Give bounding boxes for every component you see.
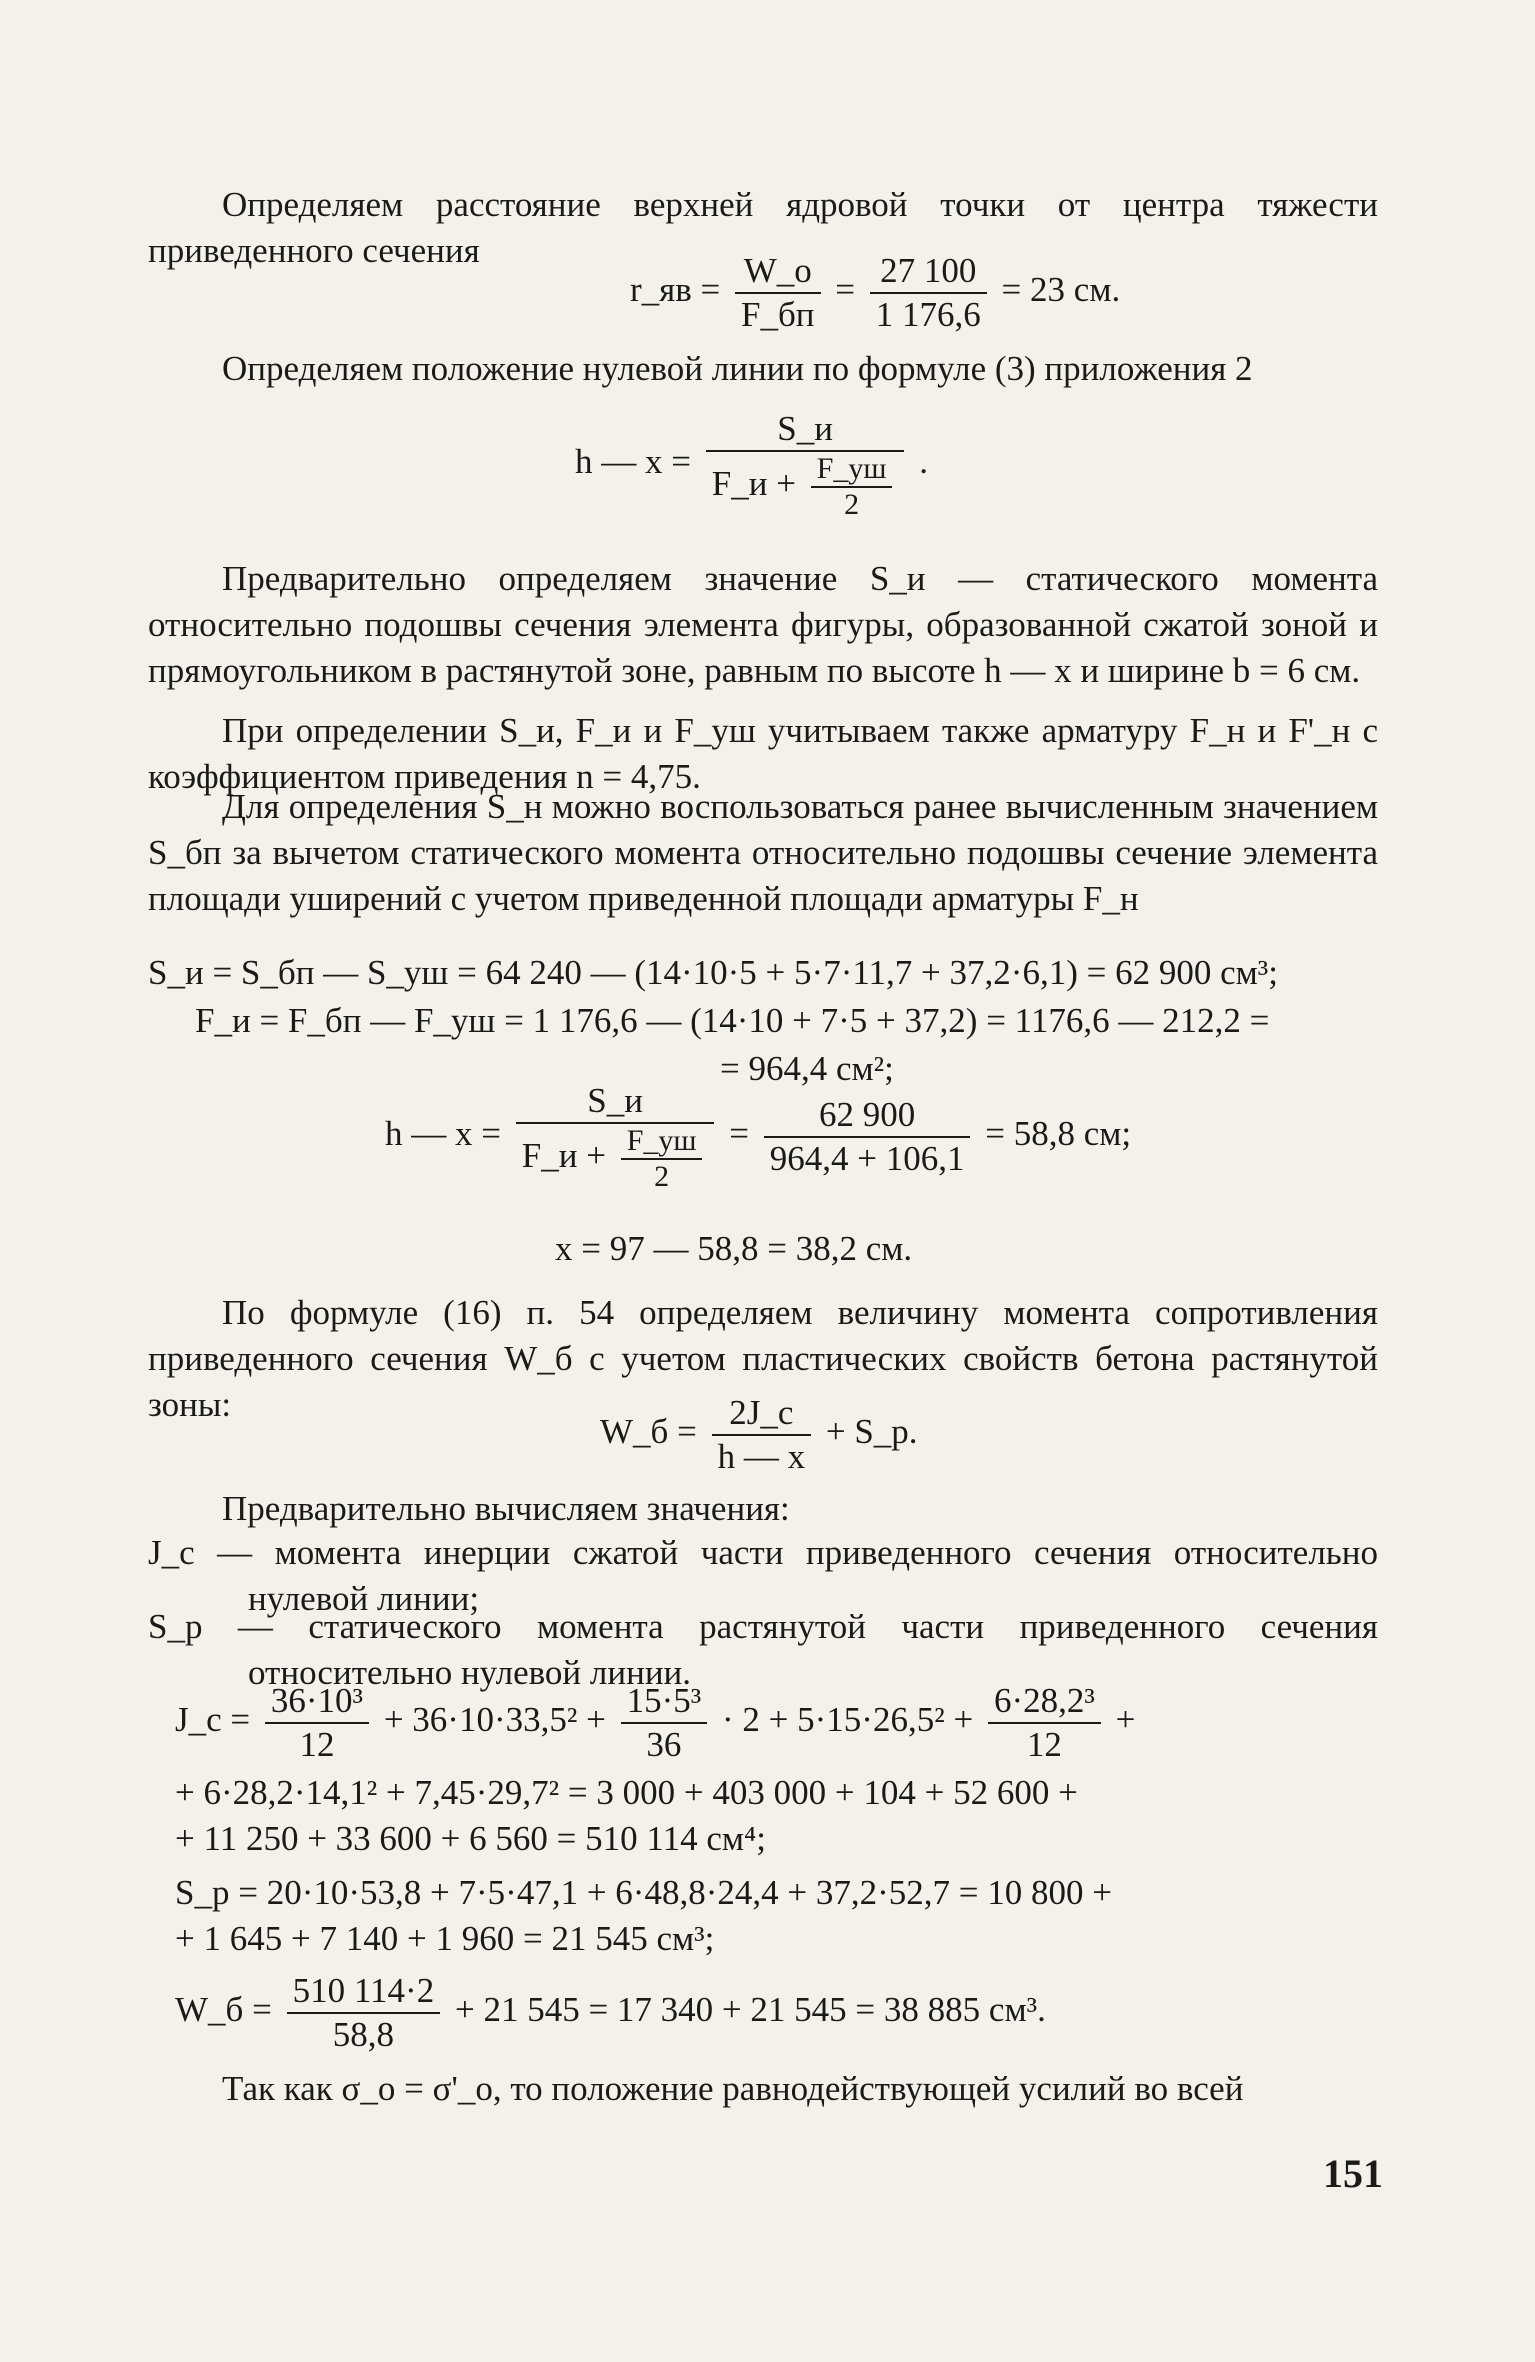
equation-j-c-line2: + 6·28,2·14,1² + 7,45·29,7² = 3 000 + 403 000 + 104 + 52 600 + xyxy=(175,1773,1078,1812)
eq-lhs: h — x = xyxy=(575,442,691,482)
fraction-values xyxy=(870,250,987,336)
fraction-nested xyxy=(621,1124,703,1194)
eq-rhs: + xyxy=(1115,1700,1136,1740)
paragraph-since xyxy=(148,2066,1378,2112)
fraction-denominator: 1 176,6 xyxy=(875,295,981,334)
paragraph-text: Определяем расстояние верхней ядровой точки от центра тяжести приведенного сечения xyxy=(148,185,1378,270)
fraction-numerator: F_уш xyxy=(621,1124,703,1160)
eq-mid: = xyxy=(729,1114,749,1154)
denominator-term: F_и + xyxy=(711,464,796,504)
fraction-denominator: 2 xyxy=(654,1160,670,1193)
page-number: 151 xyxy=(1323,2151,1383,2196)
equation-w-b xyxy=(600,1392,918,1478)
paragraph-text: Определяем положение нулевой линии по формуле (3) приложения 2 xyxy=(222,349,1253,388)
paragraph-text: Так как σ_о = σ'_о, то положение равнодействующей усилий во всей xyxy=(222,2069,1244,2108)
paragraph-neutral-line xyxy=(148,346,1378,392)
paragraph-text: Для определения S_н можно воспользоваться ранее вычисленным значением S_бп за вычетом статического момента относительно подошвы сечение элемента площади уширений с учетом приведенной площади арматуры F_н xyxy=(148,787,1378,918)
eq-mid: + 36·10·33,5² + xyxy=(383,1700,606,1740)
fraction-denominator: 2 xyxy=(844,488,860,521)
eq-lhs: W_б = xyxy=(600,1412,697,1452)
paragraph-preliminary xyxy=(148,1486,1378,1532)
equation-s-i: S_и = S_бп — S_уш = 64 240 — (14·10·5 + 5·7·11,7 + 37,2·6,1) = 62 900 см³; xyxy=(148,953,1278,992)
eq-rhs: = 58,8 см; xyxy=(985,1114,1132,1154)
equation-s-p-line2: + 1 645 + 7 140 + 1 960 = 21 545 см³; xyxy=(175,1919,715,1958)
fraction-main xyxy=(516,1080,715,1194)
fraction-numerator: S_и xyxy=(516,1080,715,1124)
equation-j-c xyxy=(175,1680,1135,1766)
fraction-denominator: h — x xyxy=(717,1437,806,1476)
fraction-numerator: 15·5³ xyxy=(621,1680,708,1724)
eq-tail: . xyxy=(919,442,928,482)
fraction-w-over-f xyxy=(735,250,821,336)
equation-f-i: F_и = F_бп — F_уш = 1 176,6 — (14·10 + 7·5 + 37,2) = 1176,6 — 212,2 = xyxy=(195,1001,1270,1040)
eq-lhs: W_б = xyxy=(175,1990,272,2030)
fraction-denominator xyxy=(706,452,905,522)
fraction-numerator: 6·28,2³ xyxy=(988,1680,1101,1724)
fraction-denominator: 12 xyxy=(1026,1725,1062,1764)
paragraph-text: J_с — момента инерции сжатой части приведенного сечения относительно нулевой линии; xyxy=(148,1533,1378,1618)
fraction-numerator: 36·10³ xyxy=(265,1680,369,1724)
eq-rhs: = 23 см. xyxy=(1001,270,1121,310)
fraction-numerator: 2J_с xyxy=(712,1392,812,1436)
paragraph-text: По формуле (16) п. 54 определяем величину момента сопротивления приведенного сечения W_б с учетом пластических свойств бетона растянутой зоны: xyxy=(148,1293,1378,1424)
eq-mid: = xyxy=(835,270,856,310)
equation-f-i-result: = 964,4 см²; xyxy=(720,1049,894,1088)
eq-lhs: J_с = xyxy=(175,1700,251,1740)
fraction-main xyxy=(706,408,905,522)
fraction-numerator: S_и xyxy=(706,408,905,452)
fraction-values xyxy=(764,1094,971,1180)
denominator-term: F_и + xyxy=(521,1136,606,1176)
paragraph-text: S_р — статического момента растянутой части приведенного сечения относительно нулевой линии. xyxy=(148,1607,1378,1692)
fraction-term xyxy=(287,1970,441,2056)
fraction-numerator: W_о xyxy=(735,250,821,294)
fraction-term xyxy=(621,1680,708,1766)
equation-r-yav xyxy=(630,250,1120,336)
fraction-main xyxy=(712,1392,812,1478)
fraction-numerator: 27 100 xyxy=(870,250,987,294)
eq-mid: · 2 + 5·15·26,5² + xyxy=(722,1700,974,1740)
fraction-nested xyxy=(811,452,893,522)
eq-rhs: + 21 545 = 17 340 + 21 545 = 38 885 см³. xyxy=(454,1990,1046,2030)
fraction-denominator: 964,4 + 106,1 xyxy=(769,1139,965,1178)
equation-j-c-line3: + 11 250 + 33 600 + 6 560 = 510 114 см⁴; xyxy=(175,1819,766,1858)
equation-x: x = 97 — 58,8 = 38,2 см. xyxy=(555,1229,913,1268)
paragraph-static-moment xyxy=(148,556,1378,694)
paragraph-text: Предварительно вычисляем значения: xyxy=(222,1489,790,1528)
fraction-term xyxy=(265,1680,369,1766)
fraction-numerator: 510 114·2 xyxy=(287,1970,441,2014)
eq-rhs: + S_р. xyxy=(825,1412,918,1452)
paragraph-text: При определении S_и, F_и и F_уш учитываем также арматуру F_н и F'_н с коэффициентом приведения n = 4,75. xyxy=(148,711,1378,796)
equation-h-minus-x-value xyxy=(385,1080,1131,1194)
fraction-denominator: 58,8 xyxy=(332,2015,395,2054)
eq-lhs: h — x = xyxy=(385,1114,501,1154)
paragraph-determination xyxy=(148,784,1378,922)
equation-w-b-value xyxy=(175,1970,1046,2056)
fraction-numerator: 62 900 xyxy=(764,1094,971,1138)
fraction-denominator xyxy=(516,1124,715,1194)
equation-h-minus-x xyxy=(575,408,928,522)
fraction-denominator: F_бп xyxy=(741,295,815,334)
eq-lhs: r_яв = xyxy=(630,270,721,310)
equation-s-p: S_р = 20·10·53,8 + 7·5·47,1 + 6·48,8·24,4 + 37,2·52,7 = 10 800 + xyxy=(175,1873,1112,1912)
fraction-denominator: 36 xyxy=(646,1725,682,1764)
fraction-denominator: 12 xyxy=(299,1725,335,1764)
fraction-term xyxy=(988,1680,1101,1766)
fraction-numerator: F_уш xyxy=(811,452,893,488)
paragraph-text: Предварительно определяем значение S_и — статического момента относительно подошвы сечения элемента фигуры, образованной сжатой зоной и прямоугольником в растянутой зоне, равным по высоте h — x и ширине b = 6 см. xyxy=(148,559,1378,690)
